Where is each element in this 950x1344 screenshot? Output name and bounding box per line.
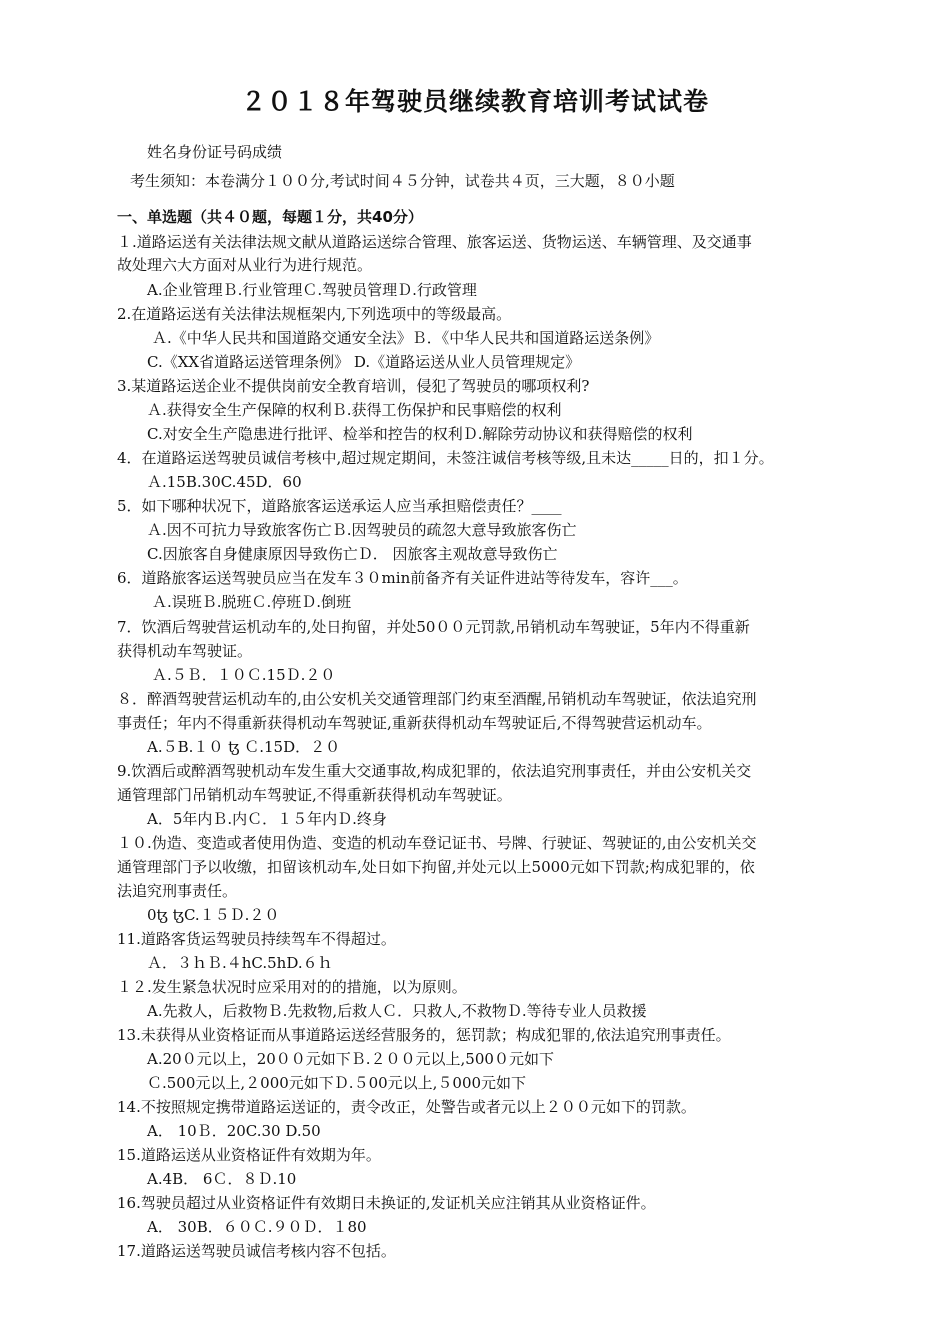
question-line: 通管理部门吊销机动车驾驶证,不得重新获得机动车驾驶证。 [117,786,512,804]
question-line: A．5年内Ｂ.内Ｃ．１５年内Ｄ.终身 [147,810,387,828]
exam-title: ２０１８年驾驶员继续教育培训考试试卷 [240,87,709,116]
section-title: 一、单选题（共４０题，每题１分，共40分） [117,208,423,226]
question-line: 7．饮酒后驾驶营运机动车的,处日拘留，并处50００元罚款,吊销机动车驾驶证，5年内不得重新 [117,618,750,636]
question-line: A.５B.１０ ꜩ Ｃ.15D．２０ [147,738,341,756]
question-line: A． 30B．６０Ｃ.９０Ｄ．１80 [147,1218,367,1236]
question-line: 4．在道路运送驾驶员诚信考核中,超过规定期间，未签注诚信考核等级,且未达_____日的，扣１分。 [117,449,774,467]
question-line: 0ꜩ ꜩC.１５Ｄ.２０ [147,906,280,924]
question-line: Ａ.误班Ｂ.脱班Ｃ.停班Ｄ.倒班 [152,593,352,611]
question-line: 法追究刑事责任。 [117,882,238,900]
question-line: 9.饮酒后或醉酒驾驶机动车发生重大交通事故,构成犯罪的，依法追究刑事责任，并由公安机关交 [117,762,752,780]
question-line: １０.伪造、变造或者使用伪造、变造的机动车登记证书、号牌、行驶证、驾驶证的,由公安机关交 [117,834,757,852]
question-line: C.因旅客自身健康原因导致伤亡Ｄ． 因旅客主观故意导致伤亡 [147,545,558,563]
question-line: 3.某道路运送企业不提供岗前安全教育培训，侵犯了驾驶员的哪项权利? [117,377,590,395]
question-line: A.20０元以上，20００元如下Ｂ.２００元以上,500０元如下 [147,1050,554,1068]
question-line: 事责任；年内不得重新获得机动车驾驶证,重新获得机动车驾驶证后,不得驾驶营运机动车。 [117,714,712,732]
question-line: A． 10Ｂ．20C.30 D.50 [147,1122,321,1140]
question-line: 获得机动车驾驶证。 [117,642,253,660]
question-line: 16.驾驶员超过从业资格证件有效期日未换证的,发证机关应注销其从业资格证件。 [117,1194,656,1212]
question-line: A.4B． 6Ｃ．８Ｄ.10 [147,1170,297,1188]
question-line: Ａ．３ｈＢ.４hC.5hD.６ｈ [147,954,333,972]
question-line: ８．醉酒驾驶营运机动车的,由公安机关交通管理部门约束至酒醒,吊销机动车驾驶证，依法追究刑 [117,690,757,708]
name-id-score-line: 姓名身份证号码成绩 [147,143,283,161]
question-line: A.企业管理Ｂ.行业管理Ｃ.驾驶员管理Ｄ.行政管理 [147,281,477,299]
question-line: Ａ.《中华人民共和国道路交通安全法》Ｂ．《中华人民共和国道路运送条例》 [152,329,660,347]
question-line: Ａ.获得安全生产保障的权利Ｂ.获得工伤保护和民事赔偿的权利 [147,401,562,419]
question-line: C.对安全生产隐患进行批评、检举和控告的权利Ｄ.解除劳动协议和获得赔偿的权利 [147,425,693,443]
question-line: 通管理部门予以收缴，扣留该机动车,处日如下拘留,并处元以上5000元如下罚款;构成犯罪的，依 [117,858,755,876]
question-line: １.道路运送有关法律法规文献从道路运送综合管理、旅客运送、货物运送、车辆管理、及交通事 [117,233,752,251]
question-line: 11.道路客货运驾驶员持续驾车不得超过。 [117,930,396,948]
question-line: Ａ.因不可抗力导致旅客伤亡Ｂ.因驾驶员的疏忽大意导致旅客伤亡 [147,521,577,539]
question-line: 5．如下哪种状况下，道路旅客运送承运人应当承担赔偿责任？____ [117,497,562,515]
question-line: 故处理六大方面对从业行为进行规范。 [117,256,373,274]
question-line: Ｃ.500元以上,２000元如下Ｄ.５00元以上,５000元如下 [147,1074,527,1092]
question-line: 2.在道路运送有关法律法规框架内,下列选项中的等级最高。 [117,305,512,323]
question-line: C.《XX省道路运送管理条例》 D.《道路运送从业人员管理规定》 [147,353,581,371]
question-line: 17.道路运送驾驶员诚信考核内容不包括。 [117,1242,396,1260]
question-line: Ａ.５Ｂ．１０Ｃ.15Ｄ.２０ [152,666,336,684]
question-line: １２.发生紧急状况时应采用对的的措施，以为原则。 [117,978,467,996]
question-line: A.先救人，后救物Ｂ.先救物,后救人Ｃ．只救人,不救物Ｄ.等待专业人员救援 [147,1002,647,1020]
question-line: 14.不按照规定携带道路运送证的，责令改正，处警告或者元以上２００元如下的罚款。 [117,1098,696,1116]
question-line: 15.道路运送从业资格证件有效期为年。 [117,1146,381,1164]
question-line: 6．道路旅客运送驾驶员应当在发车３０min前备齐有关证件进站等待发车，容许___。 [117,569,688,587]
question-line: Ａ.15B.30C.45D．60 [147,473,302,491]
question-line: 13.未获得从业资格证而从事道路运送经营服务的，惩罚款；构成犯罪的,依法追究刑事责任。 [117,1026,731,1044]
exam-notice: 考生须知：本卷满分１００分,考试时间４５分钟，试卷共４页，三大题，８０小题 [130,172,675,190]
